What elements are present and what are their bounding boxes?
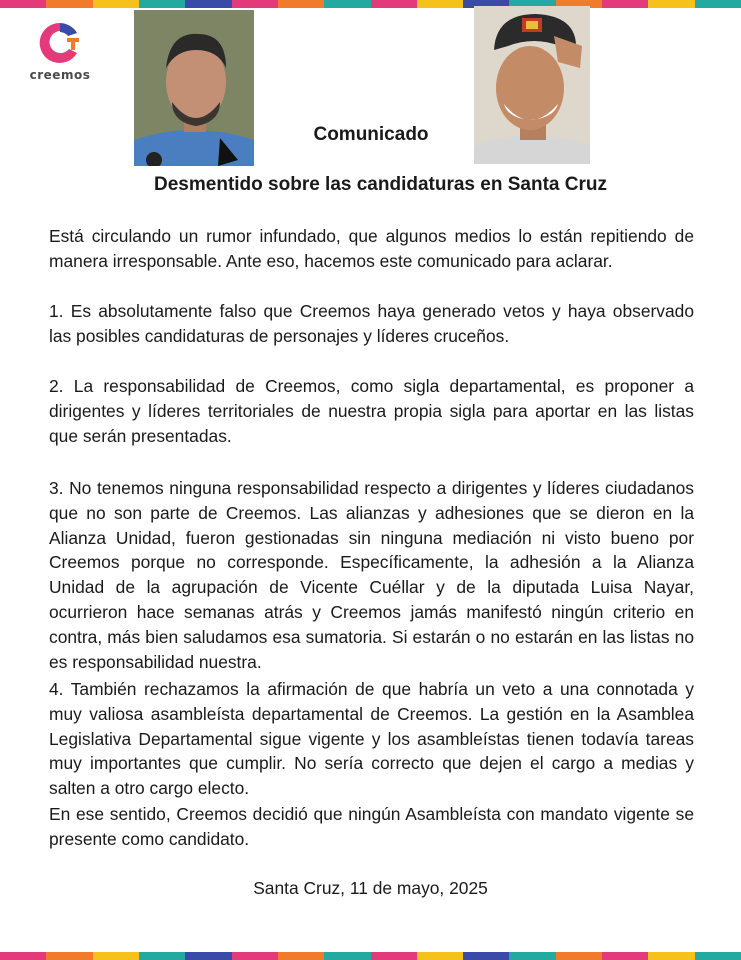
- creemos-logo: [28, 20, 92, 82]
- logo-wordmark: creemos: [29, 68, 91, 82]
- top-color-stripe: [0, 0, 741, 8]
- paragraph-text: 4. También rechazamos la afirmación de que habría un veto a una connotada y muy valiosa asambleísta departamental de Creemos. La gestión en la Asamblea Legislativa Departamental sigue vigente y los asambleístas tienen todavía tareas muy importantes que cumplir. No sería correcto que dejen el cargo a medias y salten a otro cargo electo.: [49, 679, 694, 799]
- creemos-logo-icon: [37, 20, 83, 66]
- paragraph-text: Está circulando un rumor infundado, que algunos medios lo están repitiendo de manera irresponsable. Ante eso, hacemos este comunicado para aclarar.: [49, 226, 694, 271]
- stripe-segment: [509, 952, 555, 960]
- paragraph-text: 2. La responsabilidad de Creemos, como sigla departamental, es proponer a dirigentes y líderes territoriales de nuestra propia sigla para aportar en las listas que serán presentadas.: [49, 376, 694, 446]
- stripe-segment: [93, 0, 139, 8]
- stripe-segment: [232, 952, 278, 960]
- stripe-segment: [602, 0, 648, 8]
- paragraph-point-3: [49, 476, 694, 674]
- document-title: Desmentido sobre las candidaturas en Santa Cruz: [154, 174, 607, 195]
- stripe-segment: [371, 0, 417, 8]
- stripe-segment: [324, 952, 370, 960]
- stripe-segment: [371, 952, 417, 960]
- stripe-segment: [463, 952, 509, 960]
- paragraph-point-4: [49, 677, 694, 801]
- paragraph-point-2: [49, 374, 694, 448]
- stripe-segment: [0, 0, 46, 8]
- stripe-segment: [46, 952, 92, 960]
- stripe-segment: [185, 0, 231, 8]
- paragraph-text: 3. No tenemos ninguna responsabilidad respecto a dirigentes y líderes ciudadanos que no son parte de Creemos. Las alianzas y adhesiones que se dieron en la Alianza Unidad, fueron gestionadas sin ninguna mediación ni visto bueno por Creemos porque no corresponde. Específicamente, la adhesión a la Alianza Unidad de la agrupación de Vicente Cuéllar y de la diputada Luisa Nayar, ocurrieron hace semanas atrás y Creemos jamás manifestó ningún criterio en contra, más bien saludamos esa sumatoria. Si estarán o no estarán en las listas no es responsabilidad nuestra.: [49, 478, 694, 672]
- paragraph-conclusion: [49, 802, 694, 852]
- bottom-color-stripe: [0, 952, 741, 960]
- stripe-segment: [648, 0, 694, 8]
- paragraph-intro: [49, 224, 694, 274]
- stripe-segment: [46, 0, 92, 8]
- paragraph-text: En ese sentido, Creemos decidió que ningún Asambleísta con mandato vigente se presente como candidato.: [49, 804, 694, 849]
- stripe-segment: [417, 0, 463, 8]
- stripe-segment: [417, 952, 463, 960]
- stripe-segment: [139, 0, 185, 8]
- stripe-segment: [324, 0, 370, 8]
- paragraph-point-1: [49, 299, 694, 349]
- portrait-photo-left: [134, 10, 254, 166]
- stripe-segment: [278, 952, 324, 960]
- document-label: Comunicado: [313, 124, 429, 145]
- stripe-segment: [185, 952, 231, 960]
- stripe-segment: [232, 0, 278, 8]
- stripe-segment: [278, 0, 324, 8]
- portrait-photo-right: [474, 6, 590, 164]
- stripe-segment: [93, 952, 139, 960]
- stripe-segment: [139, 952, 185, 960]
- stripe-segment: [602, 952, 648, 960]
- stripe-segment: [556, 952, 602, 960]
- stripe-segment: [0, 952, 46, 960]
- dateline: Santa Cruz, 11 de mayo, 2025: [253, 878, 488, 898]
- paragraph-text: 1. Es absolutamente falso que Creemos haya generado vetos y haya observado las posibles candidaturas de personajes y líderes cruceños.: [49, 301, 694, 346]
- stripe-segment: [695, 0, 741, 8]
- stripe-segment: [695, 952, 741, 960]
- stripe-segment: [648, 952, 694, 960]
